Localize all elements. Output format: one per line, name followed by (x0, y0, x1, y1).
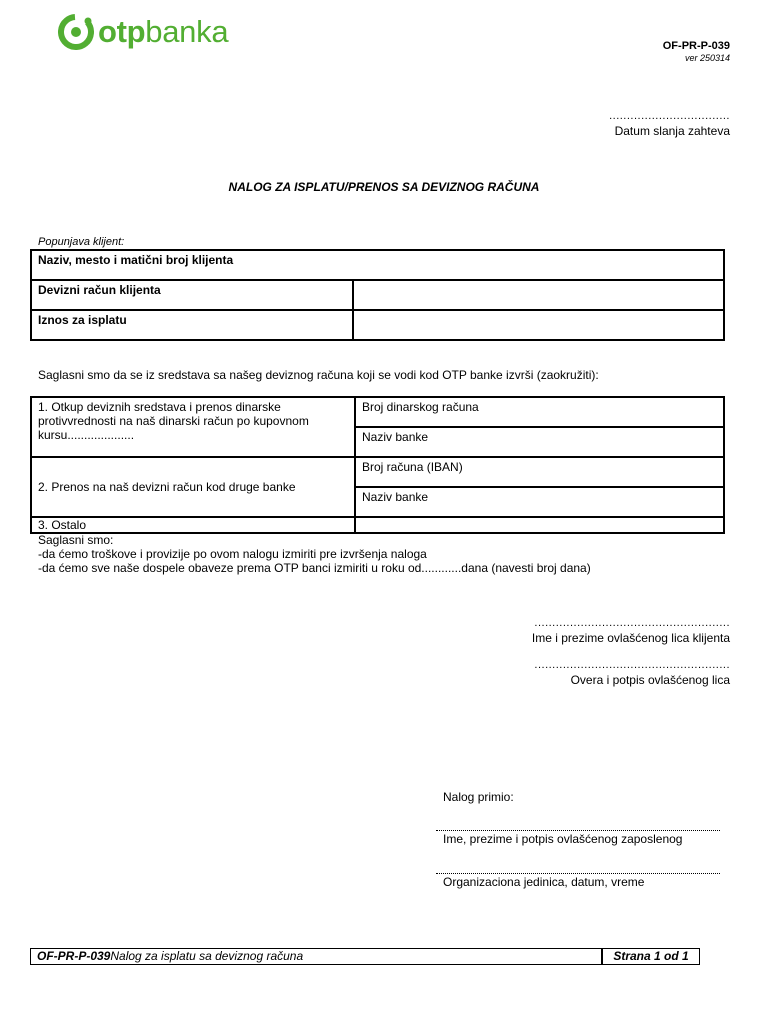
option-1[interactable] (31, 397, 355, 457)
otp-logo-icon (58, 14, 94, 50)
agreement-line-1: Saglasni smo: (38, 533, 114, 547)
signature-2-label: Overa i potpis ovlašćenog lica (570, 673, 730, 687)
org-unit-line (436, 873, 720, 874)
date-dots: .................................. (609, 110, 730, 122)
client-table (30, 249, 725, 341)
footer-page-number: Strana 1 od 1 (601, 949, 699, 964)
option-1-text: 1. Otkup deviznih sredstava i prenos dinarske protivvrednosti na naš dinarski račun po kupovnom kursu.................... (38, 400, 309, 442)
agreement-line-2: -da ćemo troškove i provizije po ovom nalogu izmiriti pre izvršenja naloga (38, 547, 427, 561)
footer-name: Nalog za isplatu sa deviznog računa (110, 949, 304, 963)
signature-1-dots: ....................................................... (534, 617, 730, 629)
document-version: ver 250314 (684, 53, 730, 63)
options-table (30, 396, 725, 534)
fx-account-label-cell (31, 280, 353, 310)
footer-code: OF-PR-P-039 (37, 949, 111, 963)
otp-logo (58, 14, 228, 50)
footer-document-name (31, 949, 601, 964)
employee-signature-label: Ime, prezime i potpis ovlašćenog zaposlenog (443, 832, 683, 846)
logo-wordmark: otpbanka (98, 14, 229, 49)
agreement-line-3: -da ćemo sve naše dospele obaveze prema OTP banci izmiriti u roku od............dana (navesti broj dana) (38, 561, 591, 575)
bank-name-field-2[interactable] (355, 487, 724, 517)
iban-field[interactable] (355, 457, 724, 487)
fx-account-label: Devizni račun klijenta (38, 283, 161, 297)
option-3-text: 3. Ostalo (38, 518, 87, 532)
footer-box (30, 948, 700, 965)
dinar-account-label: Broj dinarskog računa (362, 400, 479, 414)
bank-name-field-1[interactable] (355, 427, 724, 457)
bank-name-label-2: Naziv banke (362, 490, 429, 504)
dinar-account-field[interactable] (355, 397, 724, 427)
option-3[interactable] (31, 517, 355, 533)
client-fill-label: Popunjava klijent: (38, 236, 125, 248)
iban-label: Broj računa (IBAN) (362, 460, 463, 474)
client-name-cell[interactable] (31, 250, 724, 280)
employee-signature-line (436, 830, 720, 831)
amount-label-cell (31, 310, 353, 340)
order-received-label: Nalog primio: (443, 790, 514, 804)
consent-intro: Saglasni smo da se iz sredstava sa našeg deviznog računa koji se vodi kod OTP banke izvrši (zaokružiti): (38, 368, 599, 382)
bank-name-label-1: Naziv banke (362, 430, 429, 444)
agreement-block (38, 533, 591, 575)
fx-account-field[interactable] (353, 280, 724, 310)
amount-label: Iznos za isplatu (38, 313, 127, 327)
signature-1-label: Ime i prezime ovlašćenog lica klijenta (531, 631, 730, 645)
amount-field[interactable] (353, 310, 724, 340)
option-2-text: 2. Prenos na naš devizni račun kod druge banke (38, 480, 296, 494)
document-id: OF-PR-P-039 (662, 40, 730, 52)
option-2[interactable] (31, 457, 355, 517)
client-name-label: Naziv, mesto i matični broj klijenta (38, 253, 234, 267)
other-field[interactable] (355, 517, 724, 533)
org-unit-label: Organizaciona jedinica, datum, vreme (443, 875, 645, 889)
form-title: NALOG ZA ISPLATU/PRENOS SA DEVIZNOG RAČUNA (228, 180, 540, 194)
date-label: Datum slanja zahteva (614, 124, 730, 138)
signature-2-dots: ....................................................... (534, 659, 730, 671)
